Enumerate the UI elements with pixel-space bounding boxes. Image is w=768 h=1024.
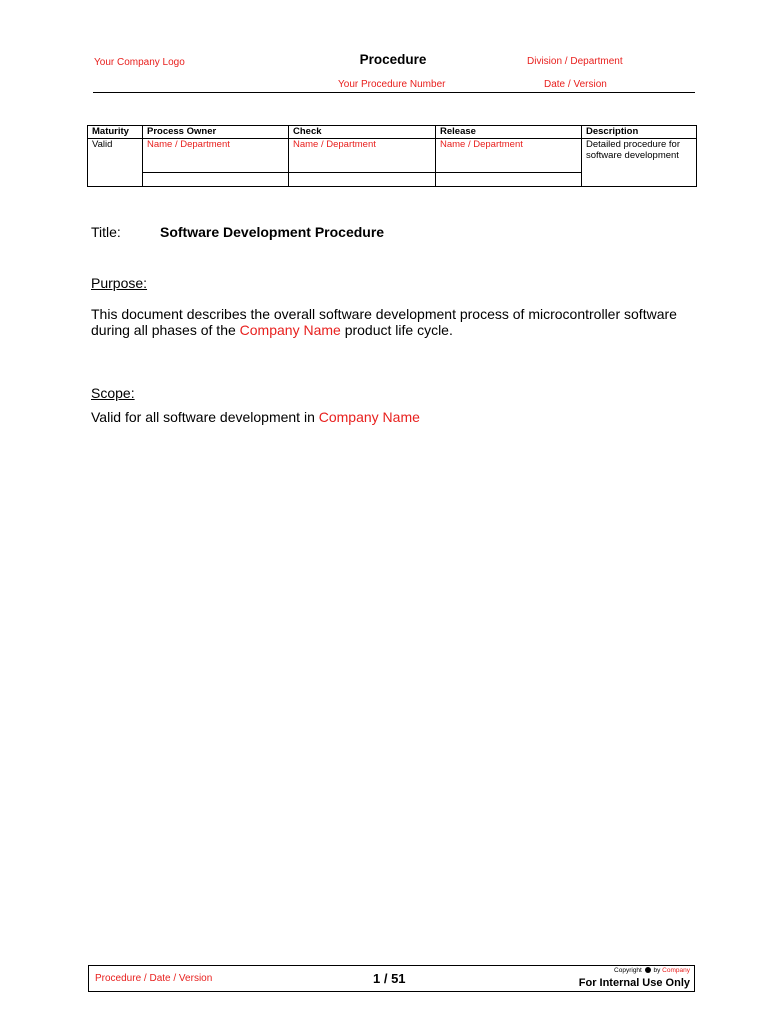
- copyright-by: by: [653, 967, 661, 974]
- title-label: Title:: [91, 224, 121, 240]
- page-footer: [88, 965, 695, 992]
- approval-table-header-row: [88, 126, 697, 139]
- procedure-number: Your Procedure Number: [338, 79, 446, 90]
- process-owner-value: Name / Department: [143, 139, 288, 173]
- copyright-icon: [645, 967, 651, 973]
- document-type-title: Procedure: [359, 52, 427, 67]
- purpose-text-start: This document describes the overall software development process of microcontroller software during all phases of the: [91, 306, 677, 338]
- purpose-paragraph: [91, 306, 711, 338]
- approval-table-row: [88, 139, 697, 187]
- document-title: Software Development Procedure: [160, 224, 385, 240]
- scope-company-name: Company Name: [318, 409, 420, 425]
- page-number: 1 / 51: [373, 971, 406, 986]
- purpose-company-name: Company Name: [239, 322, 341, 338]
- check-value: Name / Department: [289, 139, 435, 173]
- cell-release: [436, 139, 582, 187]
- purpose-text-end: product life cycle.: [340, 322, 453, 338]
- release-value: Name / Department: [436, 139, 581, 173]
- cell-process-owner: [143, 139, 289, 187]
- scope-text: Valid for all software development in: [91, 409, 319, 425]
- division-department: Division / Department: [527, 56, 623, 67]
- header-description: Description: [582, 126, 697, 139]
- cell-check: [289, 139, 436, 187]
- cell-description: Detailed procedure for software development: [582, 139, 697, 187]
- process-owner-signature-line: [143, 173, 288, 186]
- header-process-owner: Process Owner: [143, 126, 289, 139]
- footer-procedure-date-version: Procedure / Date / Version: [95, 973, 213, 984]
- header-release: Release: [436, 126, 582, 139]
- header-date-version: Date / Version: [544, 79, 607, 90]
- internal-use-notice: For Internal Use Only: [578, 977, 690, 989]
- copyright-notice: [614, 967, 690, 974]
- scope-paragraph: [91, 409, 420, 425]
- release-signature-line: [436, 173, 581, 186]
- header-maturity: Maturity: [88, 126, 143, 139]
- scope-heading: Scope:: [91, 385, 135, 401]
- approval-table: [87, 125, 697, 187]
- header-divider: [93, 92, 695, 93]
- purpose-heading: Purpose:: [91, 275, 148, 291]
- company-logo-placeholder: Your Company Logo: [94, 57, 185, 68]
- copyright-company: Company: [662, 967, 690, 974]
- check-signature-line: [289, 173, 435, 186]
- cell-maturity: Valid: [88, 139, 143, 187]
- header-check: Check: [289, 126, 436, 139]
- copyright-label: Copyright: [614, 967, 642, 974]
